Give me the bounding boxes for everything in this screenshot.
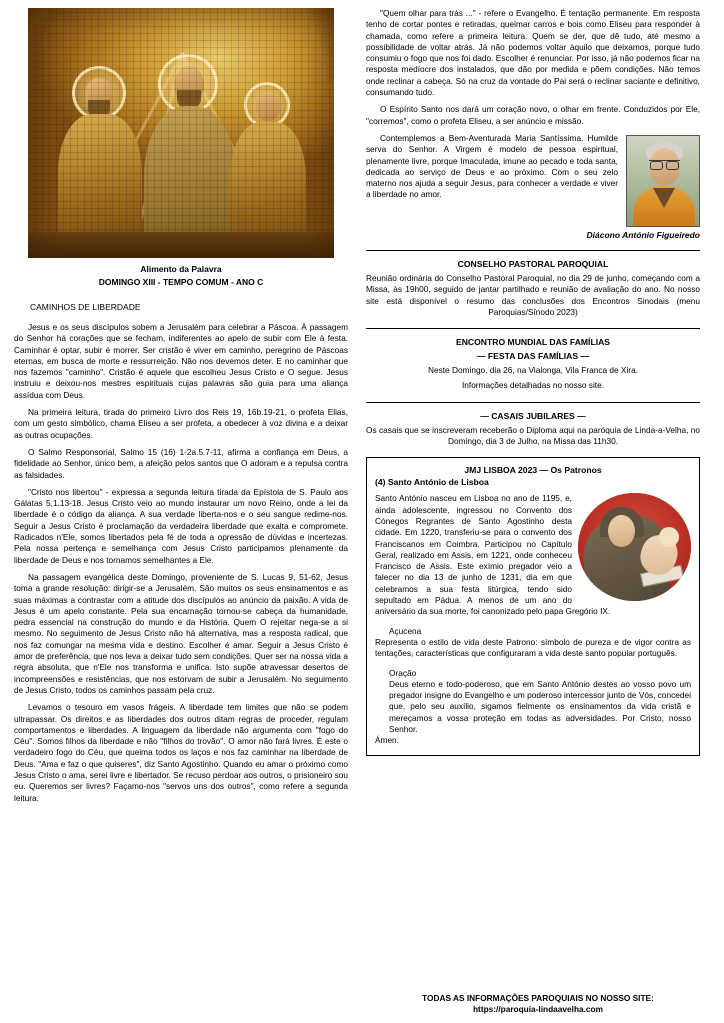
left-paragraph: Levamos o tesouro em vasos frágeis. A liberdade tem limites que não se podem ultrapassar. Os direitos e as liberdades dos outros ditam regras de proceder, regulam comportamentos e liberdades. A linguagem da liberdade não argumenta com "fogo do Céu". Somos filhos da liberdade e não "filhos do trovão". O amor não fará livres. É este o verdadeiro fogo do Céu, que queima todos os laços e nos faz caminhar na liberdade de Deus. "Ama e faz o que quiseres", diz Santo Agostinho. Quando eu amar o próximo como Jesus Cristo o ama, serei livre e libertador. Se recuso perdoar aos outros, o prisioneiro sou eu. Queremos ser livres? Façamo-nos "servos uns dos outros", como refere a segunda leitura. [14,702,348,803]
oracao-amen: Ámen. [375,735,399,746]
conselho-text: Reunião ordinária do Conselho Pastoral Paroquial, no dia 29 de junho, começando com a Missa, às 19h00, seguido de jantar partilhado e reunião de avaliação do ano. No nosso site está disponível o resumo das conclusões dos Encontros Sinodais (menu Paroquias/Sínodo 2023) [366,272,700,317]
left-paragraph: Na passagem evangélica deste Domingo, proveniente de S. Lucas 9, 51-62, Jesus toma a grande resolução: dirigir-se a Jerusalém. São muitos os seus ensinamentos e as suas máximas a contrastar com a atitude dos discípulos ao anúncio da paixão. A vida de Jesus é um apelo constante. Pela sua encarnação tornou-se cabeça da humanidade, pedra essencial na construção do mundo e da História. Quem O rejeitar nega-se a si mesmo. No seguimento de Jesus Cristo não há alternativa, mas a resposta radical, que nos faz comungar na mesma vida e destino. Escolher é amar. Seguir a Jesus Cristo é amor de preferência, que nos leva a deixar tudo sem condições. Quer ser na nossa vida a regra absoluta, que n'Ele nos transforma e unifica. Isto supõe atravessar desertos de incompreensões e resistências, que nos estorvam de subir a Jerusalém. No seguimento de Jesus Cristo, todos os caminhos passam pela cruz. [14,571,348,695]
familias-title-line1: ENCONTRO MUNDIAL DAS FAMÍLIAS [455,337,611,348]
jmj-body-text: Santo António nasceu em Lisboa no ano de 1195, e, ainda adolescente, ingressou no Convento dos Cónegos Regrantes de Santo Agostinho desta cidade. Em 1220, transferiu-se para o convento dos Franciscanos em Coimbra. Participou no Capítulo Geral, realizado em Assis, em 1221, onde conheceu Francisco de Assis. Este exímio pregador veio a falecer no dia 13 de junho de 1231, dia em que celebramos a sua festa litúrgica, tendo sido sepultado em Pádua. A menos de um ano do aniversário da sua morte, foi canonizado pelo papa Gregório IX. [375,493,611,617]
saint-anthony-image [578,493,691,601]
left-paragraph: "Cristo nos libertou" - expressa a segunda leitura tirada da Epístola de S. Paulo aos Gálatas 5,1.13-18. Jesus Cristo veio ao mundo instaurar um novo Reino, onde a lei da liberdade é o código da aliança. A sua verdade liberta-nos e o seu sangue redime-nos. Seguir a Jesus Cristo é proclamação da verdadeira liberdade que exalta e compromete. Radicados n'Ele, somos libertados pela fé de toda a opressão de dúvidas e incertezas. Pela nossa pertença e semelhança com Jesus Cristo participamos plenamente da liberdade de Deus e nos tornamos semelhantes a Ele. [14,486,348,565]
jmj-title: JMJ LISBOA 2023 — Os Patronos [464,465,602,476]
divider [366,402,700,403]
jmj-subtitle: (4) Santo António de Lisboa [375,477,489,488]
acucena-heading: Açucena [389,625,422,636]
left-paragraph: O Salmo Responsorial, Salmo 15 (16) 1-2a.5.7-11, afirma a confiança em Deus, a fidelidade ao Senhor, único bem, a afeição pelos santos que O adoram e a repulsa contra as falsidades. [14,446,348,480]
mosaic-vignette [28,8,334,258]
oracao-heading: Oração [389,667,417,678]
jmj-box [366,457,700,755]
footer-line1: TODAS AS INFORMAÇÕES PAROQUIAIS NO NOSSO SITE: [422,993,654,1003]
jubilares-text: Os casais que se inscreveram receberão o Diploma aqui na paróquia de Linda-a-Velha, no Domingo, dia 3 de Julho, na Missa das 11h30. [366,424,700,447]
author-photo [626,135,700,227]
page-footer [366,993,710,1015]
oracao-text: Deus eterno e todo-poderoso, que em Santo António destes ao vosso povo um pregador insigne do Evangelho e um poderoso intercessor junto de Vós, concedei que, pelo seu auxílio, sigamos fielmente os ensinamentos da vida cristã e mereçamos a vossa proteção em todas as adversidades. Por Cristo, nosso Senhor. [389,678,691,734]
jubilares-title: — CASAIS JUBILARES — [480,410,586,421]
left-paragraph: Jesus e os seus discípulos sobem a Jerusalém para celebrar a Páscoa. À passagem do Senhor há corações que se fecham, indiferentes ao apelo de subir com Ele à festa. Caminhar é optar, subir é morrer. Ser cristão é viver em caminho, peregrino de Páscoas eternas, em busca de morte e ressurreição. Não nos devemos deter. E no caminhar que nos fazemos "caminho". Cristão é aquele que escolheu Jesus Cristo e O segue. Jesus instruiu e deixou-nos mestres espirituais cujas palavras são guia para uma aliança assídua com Deus. [14,322,348,400]
right-paragraph: "Quem olhar para trás ..." - refere o Evangelho. É tentação permanente. Em resposta tenho de cortar pontes e retiradas, queimar carros e bois como Eliseu para responder à chamada, como refere a primeira leitura. Quem se der, que dê tudo, até mesmo a possibilidade de voltar atrás. Já não podemos voltar àquilo que deixamos, porque tudo consumiu o fogo que nos foi dado. Escolher é renunciar. Por isso, já não podemos ficar na resposta medíocre dos instalados, que dão por medida e põem condições. Não temos onde reclinar a cabeça. Só na cruz da vontade do Pai será o reclinar saciante e definitivo, consumando tudo. [366,8,700,98]
familias-title-line2: — FESTA DAS FAMÍLIAS — [476,351,590,362]
conselho-title: CONSELHO PASTORAL PAROQUIAL [457,258,609,269]
left-column [14,8,348,1017]
right-column [366,8,700,1017]
familias-text-line2: Informações detalhadas no nosso site. [461,380,605,391]
two-column-layout [14,8,710,1017]
familias-text-line1: Neste Domingo, dia 26, na Vialonga, Vila Franca de Xira. [427,365,638,376]
divider [366,328,700,329]
mosaic-illustration [28,8,334,258]
right-paragraph: Contemplemos a Bem-Aventurada Maria Santíssima. Humilde serva do Senhor. A Virgem é modelo de pessoa espiritual, plenamente livre, porque Imaculada, imune ao pecado e toda santa, dedicada ao serviço de Deus e ao próximo. Com o seu zelo materno nos ajuda a seguir Jesus, para conhecer a verdade e viver a liberdade no amor. [366,132,618,200]
image-caption-line1: Alimento da Palavra [140,264,222,274]
image-caption-line2: DOMINGO XIII - TEMPO COMUM - ANO C [98,277,264,287]
right-paragraph: O Espírito Santo nos dará um coração novo, o olhar em frente. Conduzidos por Ele, "corremos", como o profeta Eliseu, a ser anúncio e missão. [366,104,700,126]
divider [366,250,700,251]
author-signature: Diácono António Figueiredo [586,229,700,240]
acucena-text: Representa o estilo de vida deste Patrono: símbolo de pureza e de vigor contra as tentações, características que configuraram a vida deste santo popular português. [375,636,691,659]
footer-line2[interactable]: https://paroquia-lindaavelha.com [472,1004,603,1014]
left-paragraph: Na primeira leitura, tirada do primeiro Livro dos Reis 19, 16b.19-21, o profeta Elias, com um gesto simbólico, chama Eliseu a ser profeta, a obedecer à voz divina e a deixar as outras ocupações. [14,407,348,440]
glasses-icon [649,160,680,167]
article-title: CAMINHOS DE LIBERDADE [30,302,141,312]
